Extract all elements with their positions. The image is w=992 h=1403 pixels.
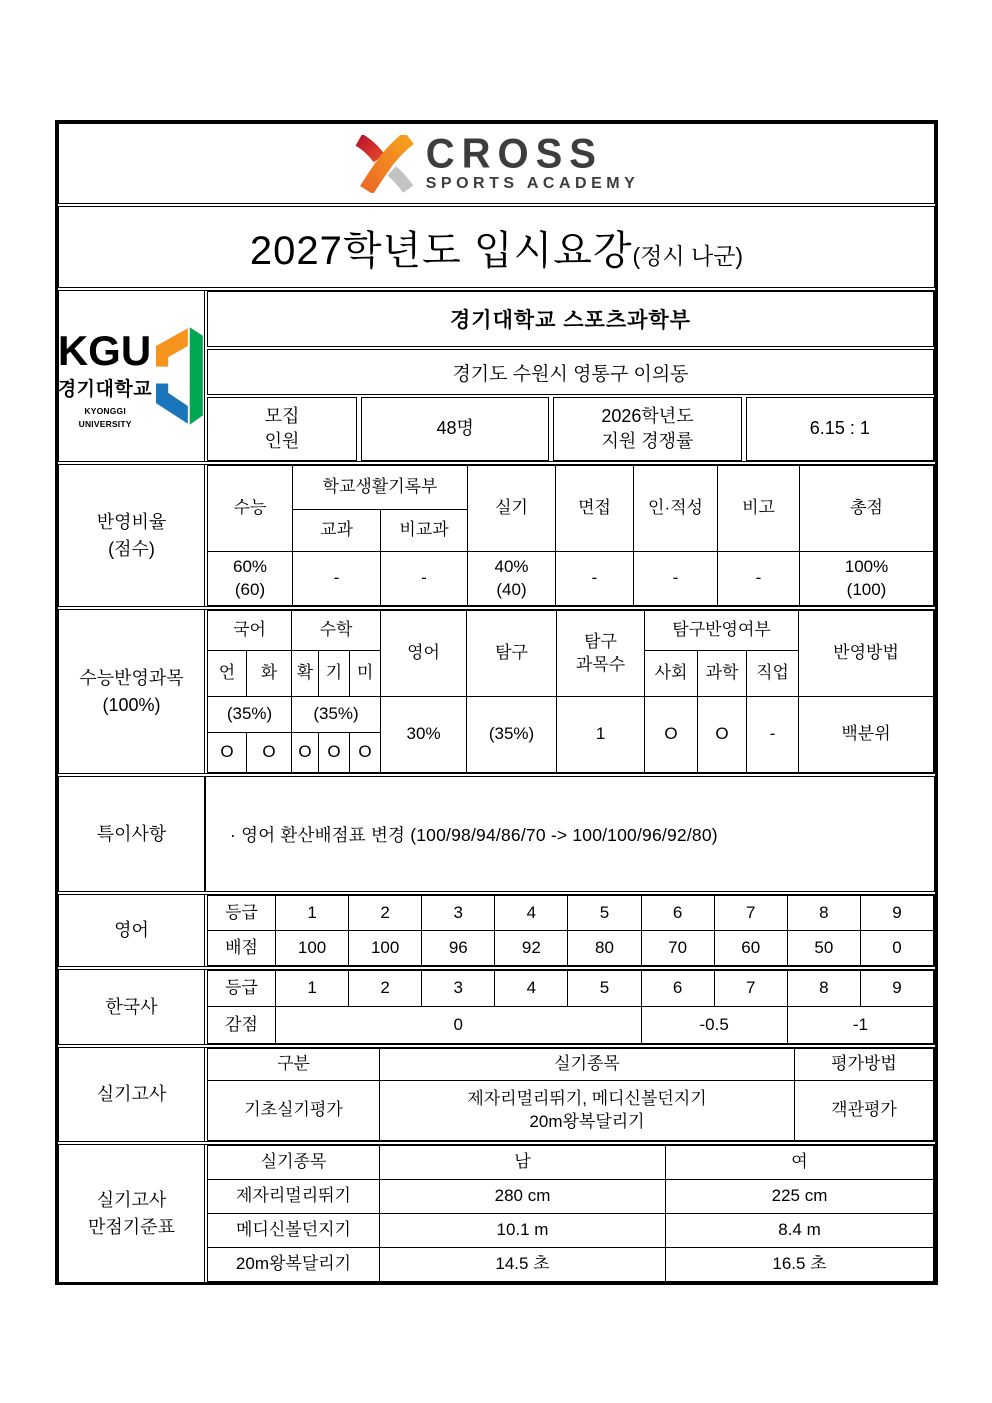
practical-header-row <box>208 1049 934 1081</box>
header-note: 비고 <box>718 466 800 552</box>
grade-cell: 7 <box>714 971 787 1007</box>
value-gyogwa: - <box>293 552 381 606</box>
header-event: 실기종목 <box>208 1146 380 1180</box>
grade-cell: 8 <box>787 971 860 1007</box>
grade-cell: 6 <box>641 896 714 931</box>
csat-header-row-1 <box>208 611 934 651</box>
value-social: O <box>645 697 698 773</box>
mark-hwa: O <box>247 733 292 773</box>
grade-cell: 5 <box>568 971 641 1007</box>
value-suneung: 60% (60) <box>208 552 293 606</box>
university-info <box>205 291 934 461</box>
practical-standards-label: 실기고사 만점기준표 <box>59 1145 205 1282</box>
competition-label: 2026학년도 지원 경쟁률 <box>553 397 741 461</box>
english-grade-section <box>58 894 935 967</box>
grade-cell: 5 <box>568 896 641 931</box>
header-korean: 국어 <box>208 611 292 651</box>
grade-cell: 9 <box>860 971 933 1007</box>
header-tamgu-count: 탐구 과목수 <box>557 611 645 697</box>
special-note-label: 특이사항 <box>59 777 205 891</box>
cross-logo-section <box>58 123 935 204</box>
header-gi: 기 <box>319 651 350 697</box>
grade-cell: 9 <box>860 896 933 931</box>
header-mi: 미 <box>350 651 381 697</box>
score-cell: 70 <box>641 931 714 966</box>
header-math: 수학 <box>292 611 381 651</box>
header-total: 총점 <box>800 466 934 552</box>
value-silgi: 40% (40) <box>468 552 556 606</box>
deduction-cell: -1 <box>787 1007 933 1044</box>
male-cell: 280 cm <box>380 1180 666 1214</box>
cross-subtitle-text: SPORTS ACADEMY <box>425 174 640 192</box>
female-cell: 8.4 m <box>666 1214 934 1248</box>
practical-standards-section <box>58 1144 935 1283</box>
value-interview: - <box>556 552 634 606</box>
score-cell: 80 <box>568 931 641 966</box>
row-label: 등급 <box>208 971 276 1007</box>
korean-history-table <box>207 970 934 1044</box>
header-interview: 면접 <box>556 466 634 552</box>
grade-cell: 6 <box>641 971 714 1007</box>
grade-cell: 4 <box>495 896 568 931</box>
mark-gi: O <box>319 733 350 773</box>
value-math-pct: (35%) <box>292 697 381 733</box>
practical-value-row <box>208 1081 934 1141</box>
department-name: 경기대학교 스포츠과학부 <box>207 291 934 347</box>
header-english: 영어 <box>381 611 467 697</box>
title-section <box>58 206 935 288</box>
csat-subjects-section <box>58 609 935 774</box>
kgu-door-icon <box>156 322 205 430</box>
mark-eon: O <box>208 733 247 773</box>
grade-cell: 1 <box>276 971 349 1007</box>
recruit-row <box>207 397 934 461</box>
special-note-section <box>58 776 935 892</box>
value-total: 100% (100) <box>800 552 934 606</box>
english-grade-label: 영어 <box>59 895 205 966</box>
csat-value-row-1 <box>208 697 934 733</box>
header-male: 남 <box>380 1146 666 1180</box>
event-cell: 제자리멀리뛰기 <box>208 1180 380 1214</box>
english-grade-table <box>207 895 934 966</box>
korean-history-label: 한국사 <box>59 970 205 1044</box>
standards-row <box>208 1180 934 1214</box>
special-note-text: · 영어 환산배점표 변경 (100/98/94/86/70 -> 100/100/96/92/80) <box>230 824 718 845</box>
university-header-section <box>58 290 935 462</box>
history-deduction-row <box>208 1007 934 1044</box>
practical-exam-section <box>58 1047 935 1142</box>
score-cell: 96 <box>422 931 495 966</box>
kgu-logo <box>59 291 205 461</box>
kgu-name-en: KYONGGI UNIVERSITY <box>78 406 132 429</box>
value-english: 30% <box>381 697 467 773</box>
score-cell: 50 <box>787 931 860 966</box>
value-method: 백분위 <box>799 697 934 773</box>
practical-exam-table <box>207 1048 934 1141</box>
cross-brand-text: CROSS <box>425 130 603 177</box>
value-tamgu-count: 1 <box>557 697 645 773</box>
event-cell: 20m왕복달리기 <box>208 1248 380 1282</box>
header-tamgu: 탐구 <box>467 611 557 697</box>
standards-header-row <box>208 1146 934 1180</box>
header-method: 평가방법 <box>795 1049 934 1081</box>
header-silgi: 실기 <box>468 466 556 552</box>
header-aptitude: 인·적성 <box>634 466 718 552</box>
value-vocational: - <box>747 697 799 773</box>
title-main: 2027학년도 입시요강 <box>249 228 633 273</box>
cross-wordmark <box>425 130 640 193</box>
value-events: 제자리멀리뛰기, 메디신볼던지기 20m왕복달리기 <box>380 1081 795 1141</box>
value-korean-pct: (35%) <box>208 697 292 733</box>
grade-cell: 2 <box>349 896 422 931</box>
header-gubun: 구분 <box>208 1049 380 1081</box>
row-label: 배점 <box>208 931 276 966</box>
csat-subjects-table <box>207 610 934 773</box>
score-cell: 0 <box>860 931 933 966</box>
csat-subjects-label: 수능반영과목 (100%) <box>59 610 205 773</box>
header-tamgu-apply: 탐구반영여부 <box>645 611 799 651</box>
grade-cell: 8 <box>787 896 860 931</box>
grade-cell: 3 <box>422 971 495 1007</box>
header-hwak: 확 <box>292 651 319 697</box>
standards-row <box>208 1214 934 1248</box>
header-hwa: 화 <box>247 651 292 697</box>
mark-mi: O <box>350 733 381 773</box>
value-aptitude: - <box>634 552 718 606</box>
header-suneung: 수능 <box>208 466 293 552</box>
ratio-header-row-1 <box>208 466 934 510</box>
kgu-name-kr: 경기대학교 <box>57 378 153 400</box>
cross-x-icon <box>354 135 416 193</box>
score-cell: 60 <box>714 931 787 966</box>
ratio-value-row <box>208 552 934 606</box>
university-address: 경기도 수원시 영통구 이의동 <box>207 349 934 395</box>
value-science: O <box>698 697 747 773</box>
female-cell: 16.5 초 <box>666 1248 934 1282</box>
reflection-ratio-table <box>207 465 934 606</box>
title-suffix: (정시 나군) <box>632 242 744 269</box>
standards-row <box>208 1248 934 1282</box>
deduction-cell: 0 <box>276 1007 642 1044</box>
header-school-record: 학교생활기록부 <box>293 466 468 510</box>
grade-cell: 4 <box>495 971 568 1007</box>
practical-exam-label: 실기고사 <box>59 1048 205 1141</box>
header-social: 사회 <box>645 651 698 697</box>
header-eon: 언 <box>208 651 247 697</box>
practical-standards-table <box>207 1145 934 1282</box>
row-label: 등급 <box>208 896 276 931</box>
value-tamgu: (35%) <box>467 697 557 773</box>
value-note: - <box>718 552 800 606</box>
page-title <box>250 219 743 276</box>
score-cell: 100 <box>349 931 422 966</box>
competition-value: 6.15 : 1 <box>746 397 934 461</box>
male-cell: 10.1 m <box>380 1214 666 1248</box>
female-cell: 225 cm <box>666 1180 934 1214</box>
grade-cell: 1 <box>276 896 349 931</box>
row-label: 감점 <box>208 1007 276 1044</box>
header-gyogwa: 교과 <box>293 510 381 552</box>
document-frame <box>55 120 938 1285</box>
recruit-label: 모집 인원 <box>207 397 357 461</box>
event-cell: 메디신볼던지기 <box>208 1214 380 1248</box>
header-science: 과학 <box>698 651 747 697</box>
header-events: 실기종목 <box>380 1049 795 1081</box>
grade-cell: 3 <box>422 896 495 931</box>
header-female: 여 <box>666 1146 934 1180</box>
header-bigyogwa: 비교과 <box>381 510 468 552</box>
kgu-acronym-text: KGU <box>57 326 152 374</box>
mark-hwak: O <box>292 733 319 773</box>
header-method: 반영방법 <box>799 611 934 697</box>
reflection-ratio-section <box>58 464 935 607</box>
reflection-ratio-label: 반영비율 (점수) <box>59 465 205 606</box>
english-score-row <box>208 931 934 966</box>
score-cell: 100 <box>276 931 349 966</box>
value-bigyogwa: - <box>381 552 468 606</box>
header-vocational: 직업 <box>747 651 799 697</box>
value-gubun: 기초실기평가 <box>208 1081 380 1141</box>
score-cell: 92 <box>495 931 568 966</box>
grade-cell: 7 <box>714 896 787 931</box>
grade-cell: 2 <box>349 971 422 1007</box>
deduction-cell: -0.5 <box>641 1007 787 1044</box>
english-grade-row <box>208 896 934 931</box>
history-grade-row <box>208 971 934 1007</box>
cross-logo <box>354 130 640 193</box>
male-cell: 14.5 초 <box>380 1248 666 1282</box>
recruit-value: 48명 <box>361 397 549 461</box>
korean-history-section <box>58 969 935 1045</box>
value-method: 객관평가 <box>795 1081 934 1141</box>
